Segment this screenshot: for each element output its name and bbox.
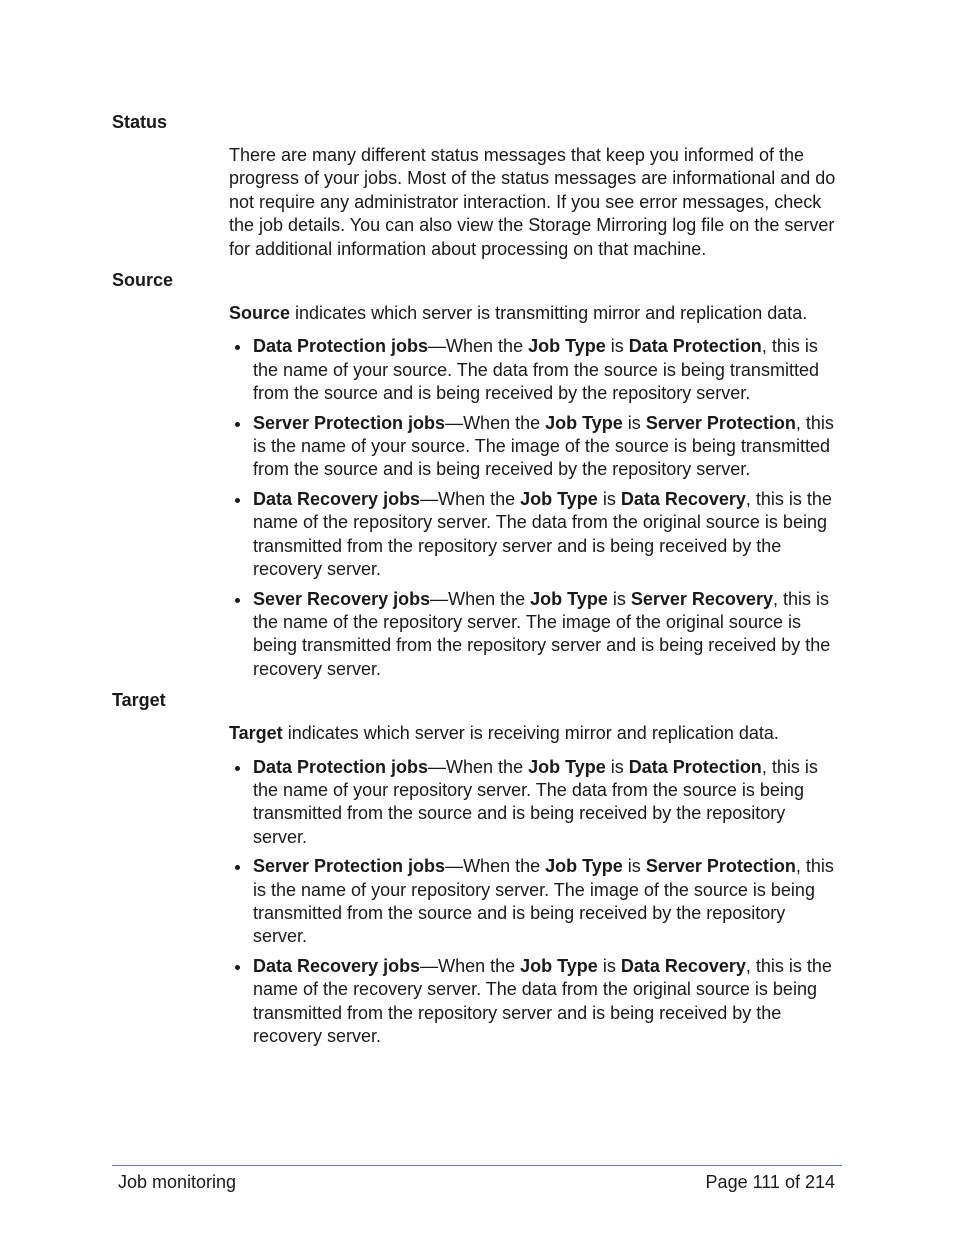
bullet-text-part: , this is the name of your source. The image of the source is being transmitted from the source and is being received by the repository server.	[253, 412, 834, 480]
bullet-text-part: —When the	[428, 756, 529, 777]
intro-paragraph	[229, 722, 842, 745]
footer-page-number: Page 111 of 214	[705, 1172, 835, 1192]
bullet-text-part: , this is the name of your repository server. The data from the source is being transmitted from the source and is being received by the repository server.	[253, 756, 818, 847]
job-type-label: Job Type	[520, 488, 598, 509]
bullet-dot-icon	[235, 766, 240, 771]
bullet-text-part: —When the	[445, 412, 546, 433]
definition-list	[112, 111, 842, 1056]
term-definition	[229, 302, 842, 681]
section-source	[112, 269, 842, 681]
list-item	[229, 488, 842, 582]
footer-divider	[112, 1165, 842, 1166]
term-definition	[229, 722, 842, 1048]
term-definition	[229, 144, 842, 261]
bullet-text-part: —When the	[420, 955, 521, 976]
job-type-value: Data Recovery	[620, 488, 746, 509]
job-type-value: Server Protection	[645, 856, 796, 877]
list-item	[229, 335, 842, 405]
bullet-dot-icon	[235, 345, 240, 350]
bullet-text-part: —When the	[430, 588, 531, 609]
job-type-label: Job Type	[545, 412, 623, 433]
job-type-label: Job Type	[530, 588, 608, 609]
intro-text: indicates which server is receiving mirror and replication data.	[282, 723, 779, 744]
section-target	[112, 689, 842, 1048]
list-item	[229, 412, 842, 482]
job-type-value: Server Protection	[645, 412, 796, 433]
bullet-text-part: —When the	[428, 336, 529, 357]
job-name: Data Recovery jobs	[253, 955, 421, 976]
job-name: Data Protection jobs	[253, 756, 429, 777]
bullet-text-part: is	[622, 412, 646, 433]
bullet-text-part: —When the	[420, 488, 521, 509]
job-type-label: Job Type	[528, 336, 606, 357]
job-name: Server Protection jobs	[253, 412, 446, 433]
term-heading: Source	[112, 270, 174, 291]
intro-paragraph	[229, 302, 842, 325]
bullet-dot-icon	[235, 498, 240, 503]
job-type-value: Data Recovery	[620, 955, 746, 976]
bullet-list	[229, 335, 842, 681]
bullet-text-part: , this is the name of the repository server. The image of the original source is being transmitted from the repository server and is being received by the recovery server.	[253, 588, 831, 679]
bullet-text-part: is	[607, 588, 631, 609]
job-type-value: Data Protection	[628, 336, 762, 357]
list-item	[229, 588, 842, 682]
bullet-text-part: , this is the name of your repository server. The image of the source is being transmitted from the source and is being received by the repository server.	[253, 856, 834, 947]
bullet-dot-icon	[235, 598, 240, 603]
bullet-text-part: is	[597, 488, 621, 509]
bullet-dot-icon	[235, 422, 240, 427]
section-status	[112, 111, 842, 261]
bullet-text-part: , this is the name of your source. The data from the source is being transmitted from the source and is being received by the repository server.	[253, 336, 819, 404]
job-type-label: Job Type	[528, 756, 606, 777]
job-type-label: Job Type	[545, 856, 623, 877]
intro-text: There are many different status messages that keep you informed of the progress of your jobs. Most of the status messages are informational and do not require any administrator interaction. If you see error messages, check the job details. You can also view the Storage Mirroring log file on the server for additional information about processing on that machine.	[229, 145, 836, 259]
intro-lead: Target	[229, 723, 283, 744]
bullet-text-part: is	[605, 756, 629, 777]
list-item	[229, 855, 842, 949]
bullet-text-part: is	[622, 856, 646, 877]
job-type-label: Job Type	[520, 955, 598, 976]
job-type-value: Server Recovery	[630, 588, 773, 609]
job-type-value: Data Protection	[628, 756, 762, 777]
bullet-dot-icon	[235, 965, 240, 970]
job-name: Data Recovery jobs	[253, 488, 421, 509]
job-name: Server Protection jobs	[253, 856, 446, 877]
job-name: Sever Recovery jobs	[253, 588, 431, 609]
bullet-text-part: —When the	[445, 856, 546, 877]
intro-text: indicates which server is transmitting mirror and replication data.	[290, 303, 808, 324]
intro-paragraph	[229, 144, 842, 261]
term-heading: Status	[112, 112, 168, 132]
job-name: Data Protection jobs	[253, 336, 429, 357]
bullet-dot-icon	[235, 865, 240, 870]
list-item	[229, 955, 842, 1049]
intro-lead: Source	[229, 303, 291, 324]
bullet-text-part: is	[605, 336, 629, 357]
bullet-text-part: , this is the name of the recovery server. The data from the original source is being transmitted from the repository server and is being received by the recovery server.	[253, 955, 832, 1046]
bullet-text-part: , this is the name of the repository server. The data from the original source is being transmitted from the repository server and is being received by the recovery server.	[253, 488, 832, 580]
list-item	[229, 756, 842, 850]
bullet-list	[229, 756, 842, 1049]
term-heading: Target	[112, 690, 166, 711]
footer-section-title: Job monitoring	[118, 1172, 237, 1192]
bullet-text-part: is	[597, 955, 621, 976]
